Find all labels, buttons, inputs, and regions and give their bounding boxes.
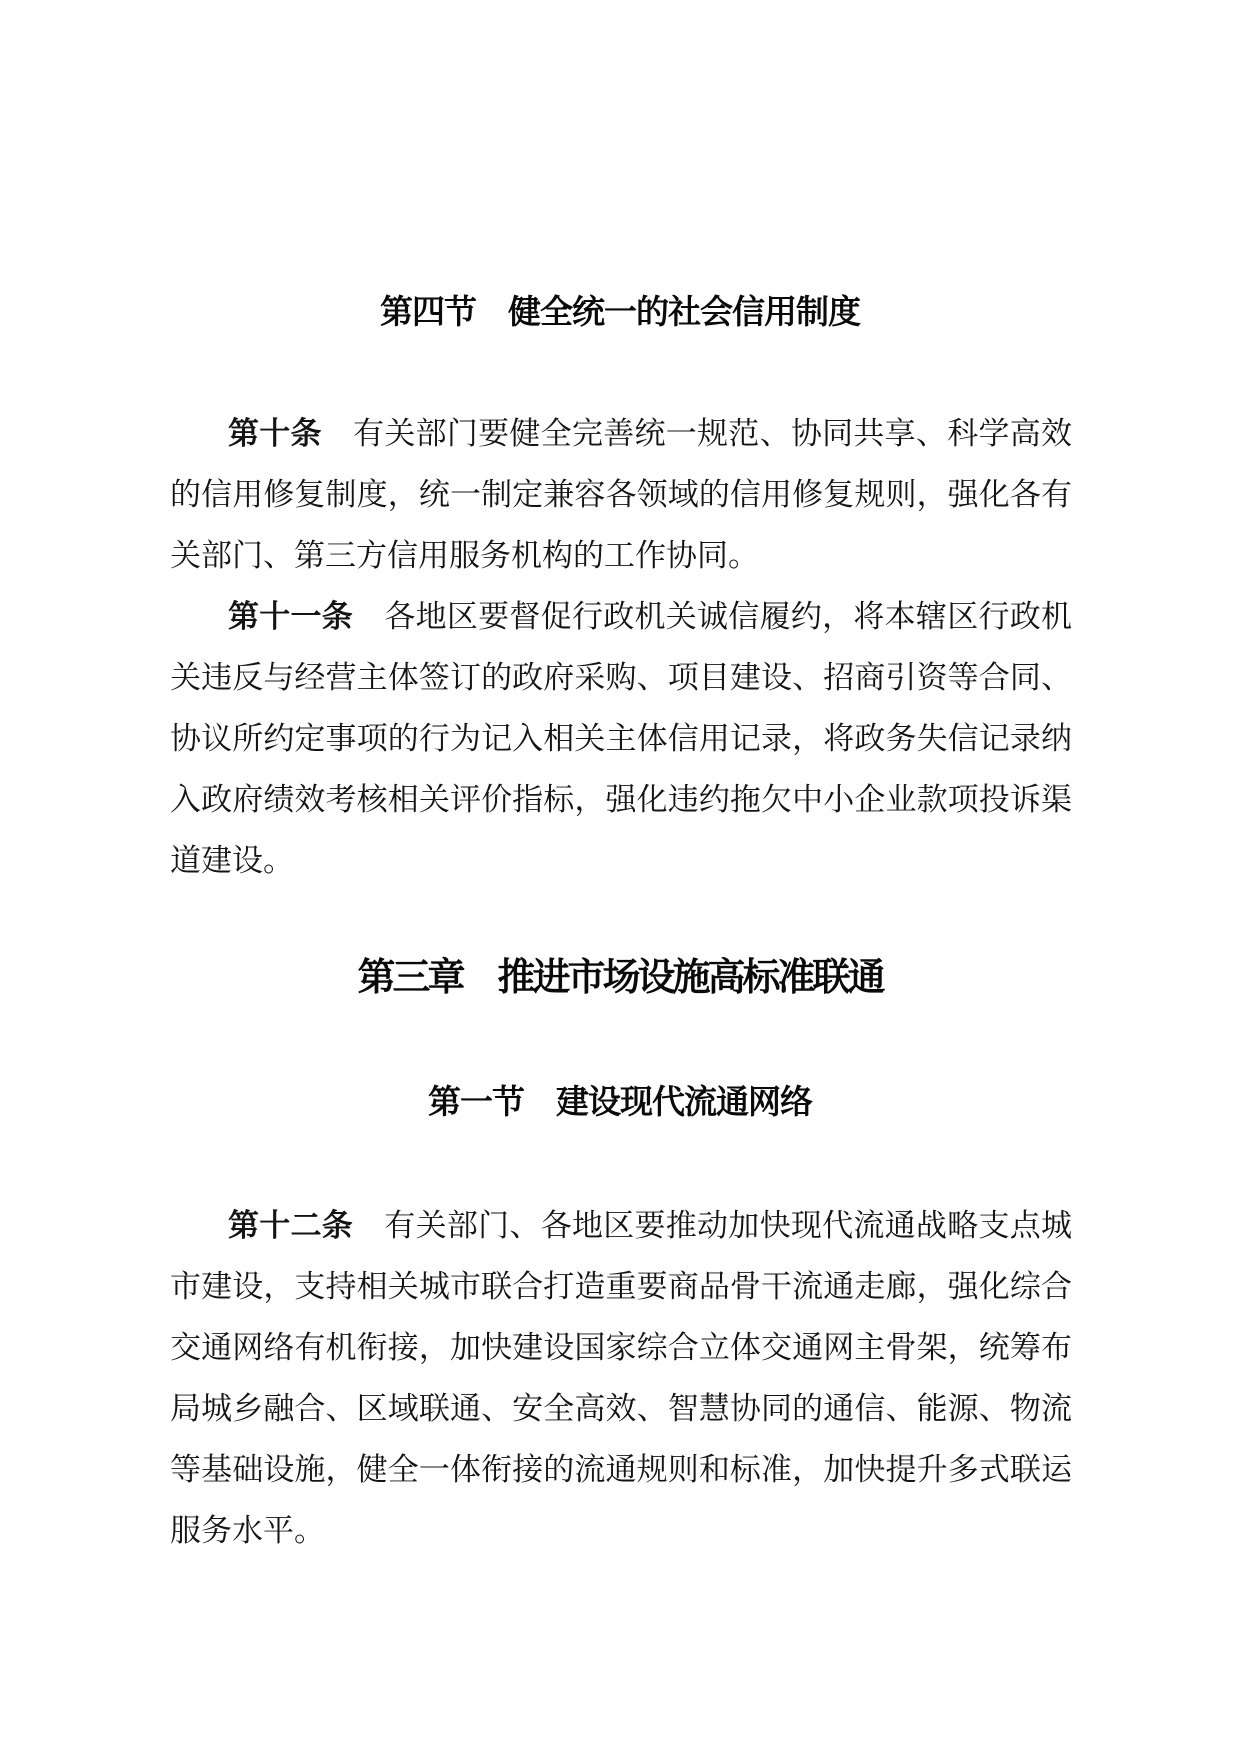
text-line: 第十一条 各地区要督促行政机关诚信履约，将本辖区行政机 — [228, 599, 1072, 634]
text-line: 关部门、第三方信用服务机构的工作协同。 — [170, 538, 759, 573]
chapter-heading-3: 第三章 推进市场设施高标准联通 — [357, 957, 883, 999]
text-line: 第十条 有关部门要健全完善统一规范、协同共享、科学高效 — [228, 416, 1073, 451]
text-line: 入政府绩效考核相关评价指标，强化违约拖欠中小企业款项投诉渠 — [170, 782, 1072, 817]
text-line: 等基础设施，健全一体衔接的流通规则和标准，加快提升多式联运 — [170, 1452, 1072, 1487]
article-number-label: 第十二条 — [228, 1208, 354, 1243]
text-line: 交通网络有机衔接，加快建设国家综合立体交通网主骨架，统筹布 — [170, 1330, 1072, 1365]
text-line: 道建设。 — [170, 843, 294, 878]
article-number-label: 第十一条 — [228, 599, 354, 634]
text-line: 第十二条 有关部门、各地区要推动加快现代流通战略支点城 — [228, 1208, 1072, 1243]
text-line: 服务水平。 — [170, 1513, 325, 1548]
text-line: 的信用修复制度，统一制定兼容各领域的信用修复规则，强化各有 — [170, 477, 1072, 512]
article-12-paragraph — [170, 1195, 1072, 1561]
text-line: 局城乡融合、区域联通、安全高效、智慧协同的通信、能源、物流 — [170, 1391, 1072, 1426]
text-line: 市建设，支持相关城市联合打造重要商品骨干流通走廊，强化综合 — [170, 1269, 1072, 1304]
section-heading-1: 第一节 建设现代流通网络 — [428, 1083, 812, 1120]
article-number-label: 第十条 — [228, 416, 322, 451]
article-10-paragraph — [170, 403, 1072, 586]
section-heading-4: 第四节 健全统一的社会信用制度 — [380, 293, 860, 330]
article-11-paragraph — [170, 586, 1072, 891]
text-line: 协议所约定事项的行为记入相关主体信用记录，将政务失信记录纳 — [170, 721, 1072, 756]
text-line: 关违反与经营主体签订的政府采购、项目建设、招商引资等合同、 — [170, 660, 1072, 695]
